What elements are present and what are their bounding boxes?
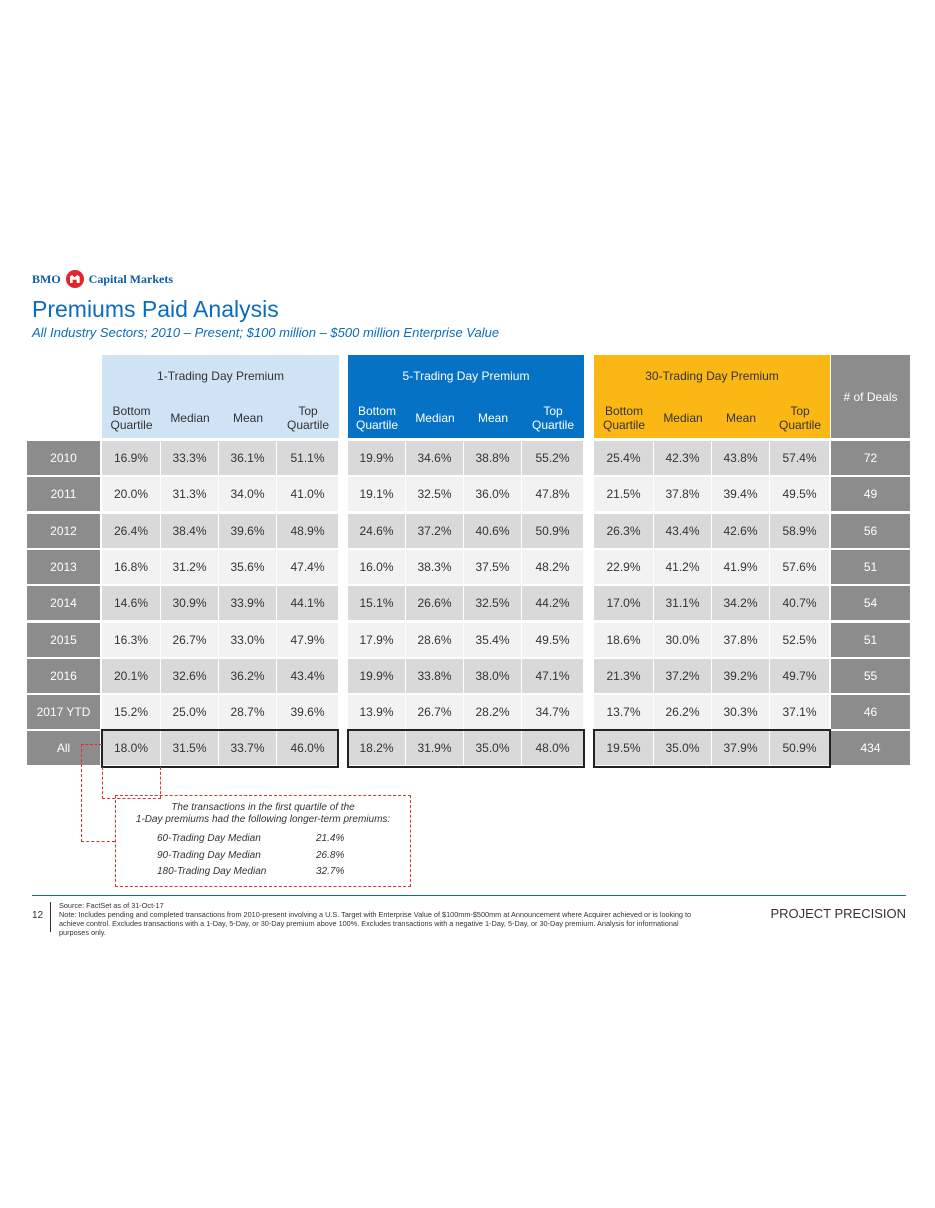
table-cell: 15.2% — [102, 695, 160, 729]
callout-item-label: 90-Trading Day Median — [157, 850, 261, 861]
row-year: 2013 — [27, 550, 100, 584]
callout-line-2: 1-Day premiums had the following longer-term premiums: — [135, 814, 391, 825]
brand-suffix: Capital Markets — [88, 271, 173, 286]
table-cell: 26.4% — [102, 514, 160, 548]
table-cell: 18.6% — [594, 623, 653, 657]
table-cell: 47.8% — [522, 477, 583, 511]
table-cell: 18.0% — [102, 731, 160, 765]
table-cell: 49.5% — [522, 623, 583, 657]
table-cell: 39.4% — [712, 477, 769, 511]
table-cell: 28.2% — [464, 695, 521, 729]
table-cell: 34.0% — [219, 477, 276, 511]
row-deals: 54 — [831, 586, 910, 620]
page-subtitle: All Industry Sectors; 2010 – Present; $100 million – $500 million Enterprise Value — [32, 325, 500, 340]
table-cell: 22.9% — [594, 550, 653, 584]
table-cell: 47.9% — [277, 623, 338, 657]
all-row-box-30day — [593, 729, 831, 768]
column-header: Top Quartile — [522, 397, 584, 438]
group-header: 30-Trading Day Premium — [594, 355, 830, 396]
project-name: PROJECT PRECISION — [770, 906, 906, 921]
table-cell: 28.7% — [219, 695, 276, 729]
table-cell: 41.0% — [277, 477, 338, 511]
table-cell: 57.4% — [770, 441, 829, 475]
table-cell: 36.0% — [464, 477, 521, 511]
table-cell: 21.5% — [594, 477, 653, 511]
table-cell: 47.1% — [522, 659, 583, 693]
column-header: Mean — [219, 397, 277, 438]
row-year: 2015 — [27, 623, 100, 657]
column-header: Top Quartile — [770, 397, 830, 438]
table-cell: 58.9% — [770, 514, 829, 548]
table-cell: 50.9% — [770, 731, 829, 765]
table-cell: 41.2% — [654, 550, 711, 584]
table-cell: 31.9% — [406, 731, 463, 765]
column-header: Median — [161, 397, 219, 438]
column-header: Median — [654, 397, 712, 438]
row-deals: 72 — [831, 441, 910, 475]
table-cell: 41.9% — [712, 550, 769, 584]
connector-vertical — [81, 744, 82, 842]
column-header: Top Quartile — [277, 397, 339, 438]
table-cell: 26.7% — [161, 623, 218, 657]
group-header: 5-Trading Day Premium — [348, 355, 584, 396]
table-cell: 26.3% — [594, 514, 653, 548]
table-cell: 46.0% — [277, 731, 338, 765]
table-cell: 31.3% — [161, 477, 218, 511]
table-cell: 33.3% — [161, 441, 218, 475]
connector-horizontal — [81, 841, 115, 842]
table-cell: 35.0% — [464, 731, 521, 765]
table-cell: 51.1% — [277, 441, 338, 475]
table-cell: 55.2% — [522, 441, 583, 475]
table-cell: 42.6% — [712, 514, 769, 548]
table-cell: 25.0% — [161, 695, 218, 729]
table-cell: 31.1% — [654, 586, 711, 620]
brand-name: BMO — [32, 271, 61, 286]
table-cell: 35.4% — [464, 623, 521, 657]
table-cell: 44.2% — [522, 586, 583, 620]
table-cell: 38.0% — [464, 659, 521, 693]
callout-item-value: 32.7% — [316, 866, 345, 877]
table-cell: 48.2% — [522, 550, 583, 584]
table-cell: 19.5% — [594, 731, 653, 765]
table-cell: 39.6% — [219, 514, 276, 548]
table-cell: 37.2% — [654, 659, 711, 693]
row-year: 2011 — [27, 477, 100, 511]
table-cell: 16.0% — [348, 550, 405, 584]
table-cell: 36.1% — [219, 441, 276, 475]
table-cell: 16.3% — [102, 623, 160, 657]
callout-item-value: 26.8% — [316, 850, 345, 861]
table-cell: 37.1% — [770, 695, 829, 729]
table-cell: 19.9% — [348, 659, 405, 693]
table-cell: 33.9% — [219, 586, 276, 620]
table-cell: 49.5% — [770, 477, 829, 511]
footer-divider — [50, 902, 51, 932]
table-cell: 14.6% — [102, 586, 160, 620]
column-header: Mean — [464, 397, 522, 438]
table-cell: 36.2% — [219, 659, 276, 693]
table-cell: 33.7% — [219, 731, 276, 765]
all-row-box-1day — [101, 729, 339, 768]
table-cell: 18.2% — [348, 731, 405, 765]
table-cell: 50.9% — [522, 514, 583, 548]
table-cell: 38.4% — [161, 514, 218, 548]
table-cell: 24.6% — [348, 514, 405, 548]
table-cell: 33.0% — [219, 623, 276, 657]
source-note: Source: FactSet as of 31-Oct-17 — [59, 901, 164, 910]
table-cell: 13.7% — [594, 695, 653, 729]
table-cell: 57.6% — [770, 550, 829, 584]
table-cell: 19.1% — [348, 477, 405, 511]
table-cell: 52.5% — [770, 623, 829, 657]
table-cell: 48.9% — [277, 514, 338, 548]
column-header: Bottom Quartile — [594, 397, 654, 438]
row-deals: 51 — [831, 550, 910, 584]
table-cell: 35.0% — [654, 731, 711, 765]
all-row-box-5day — [347, 729, 585, 768]
table-cell: 34.6% — [406, 441, 463, 475]
deals-header: # of Deals — [831, 355, 910, 438]
row-year: All — [27, 731, 100, 765]
table-cell: 26.6% — [406, 586, 463, 620]
table-cell: 43.8% — [712, 441, 769, 475]
table-cell: 32.6% — [161, 659, 218, 693]
table-cell: 26.2% — [654, 695, 711, 729]
table-cell: 34.7% — [522, 695, 583, 729]
footer-rule — [32, 895, 906, 896]
table-cell: 17.0% — [594, 586, 653, 620]
table-cell: 42.3% — [654, 441, 711, 475]
table-cell: 39.6% — [277, 695, 338, 729]
column-header: Bottom Quartile — [348, 397, 406, 438]
table-cell: 47.4% — [277, 550, 338, 584]
table-cell: 26.7% — [406, 695, 463, 729]
table-cell: 20.1% — [102, 659, 160, 693]
table-cell: 37.8% — [712, 623, 769, 657]
callout-item-value: 21.4% — [316, 833, 345, 844]
table-cell: 37.8% — [654, 477, 711, 511]
brand-logo — [32, 270, 173, 288]
table-cell: 39.2% — [712, 659, 769, 693]
table-cell: 30.0% — [654, 623, 711, 657]
table-cell: 35.6% — [219, 550, 276, 584]
column-header: Median — [406, 397, 464, 438]
row-year: 2010 — [27, 441, 100, 475]
table-cell: 38.8% — [464, 441, 521, 475]
table-cell: 44.1% — [277, 586, 338, 620]
row-deals: 55 — [831, 659, 910, 693]
methodology-note: Note: Includes pending and completed transactions from 2010-present involving a U.S. Target with Enterprise Value of $100mm-$500mm at Announcement where Acquirer achieved or is looking to achieve control. Excludes transactions with a 1-Day, 5-Day, or 30-Day premium above 100%. Excludes transactions with a negative 1-Day, 5-Day, or 30-Day premium. Analysis for informational purposes only. — [59, 910, 692, 937]
connector-top — [81, 744, 102, 745]
table-cell: 37.5% — [464, 550, 521, 584]
table-cell: 16.8% — [102, 550, 160, 584]
row-deals: 51 — [831, 623, 910, 657]
table-cell: 37.2% — [406, 514, 463, 548]
column-header: Bottom Quartile — [102, 397, 161, 438]
callout-item-label: 60-Trading Day Median — [157, 833, 261, 844]
table-cell: 48.0% — [522, 731, 583, 765]
row-deals: 49 — [831, 477, 910, 511]
row-year: 2017 YTD — [27, 695, 100, 729]
table-cell: 49.7% — [770, 659, 829, 693]
table-cell: 38.3% — [406, 550, 463, 584]
row-deals: 46 — [831, 695, 910, 729]
table-cell: 33.8% — [406, 659, 463, 693]
footer-notes — [59, 901, 699, 937]
table-cell: 34.2% — [712, 586, 769, 620]
column-header: Mean — [712, 397, 770, 438]
table-cell: 40.7% — [770, 586, 829, 620]
callout-line-1: The transactions in the first quartile of the — [171, 802, 355, 813]
table-cell: 43.4% — [654, 514, 711, 548]
table-cell: 21.3% — [594, 659, 653, 693]
table-cell: 37.9% — [712, 731, 769, 765]
table-cell: 16.9% — [102, 441, 160, 475]
table-cell: 30.3% — [712, 695, 769, 729]
bmo-roundel-icon — [66, 270, 84, 288]
page-number: 12 — [32, 910, 44, 921]
row-deals: 434 — [831, 731, 910, 765]
table-cell: 31.5% — [161, 731, 218, 765]
table-cell: 32.5% — [464, 586, 521, 620]
row-year: 2016 — [27, 659, 100, 693]
table-cell: 15.1% — [348, 586, 405, 620]
table-cell: 43.4% — [277, 659, 338, 693]
table-cell: 28.6% — [406, 623, 463, 657]
table-cell: 25.4% — [594, 441, 653, 475]
table-cell: 13.9% — [348, 695, 405, 729]
callout-item-label: 180-Trading Day Median — [157, 866, 267, 877]
row-deals: 56 — [831, 514, 910, 548]
table-cell: 17.9% — [348, 623, 405, 657]
table-cell: 32.5% — [406, 477, 463, 511]
row-year: 2012 — [27, 514, 100, 548]
table-cell: 30.9% — [161, 586, 218, 620]
group-header: 1-Trading Day Premium — [102, 355, 339, 396]
table-cell: 20.0% — [102, 477, 160, 511]
row-year: 2014 — [27, 586, 100, 620]
table-cell: 19.9% — [348, 441, 405, 475]
table-cell: 31.2% — [161, 550, 218, 584]
table-cell: 40.6% — [464, 514, 521, 548]
page-title: Premiums Paid Analysis — [32, 296, 279, 322]
